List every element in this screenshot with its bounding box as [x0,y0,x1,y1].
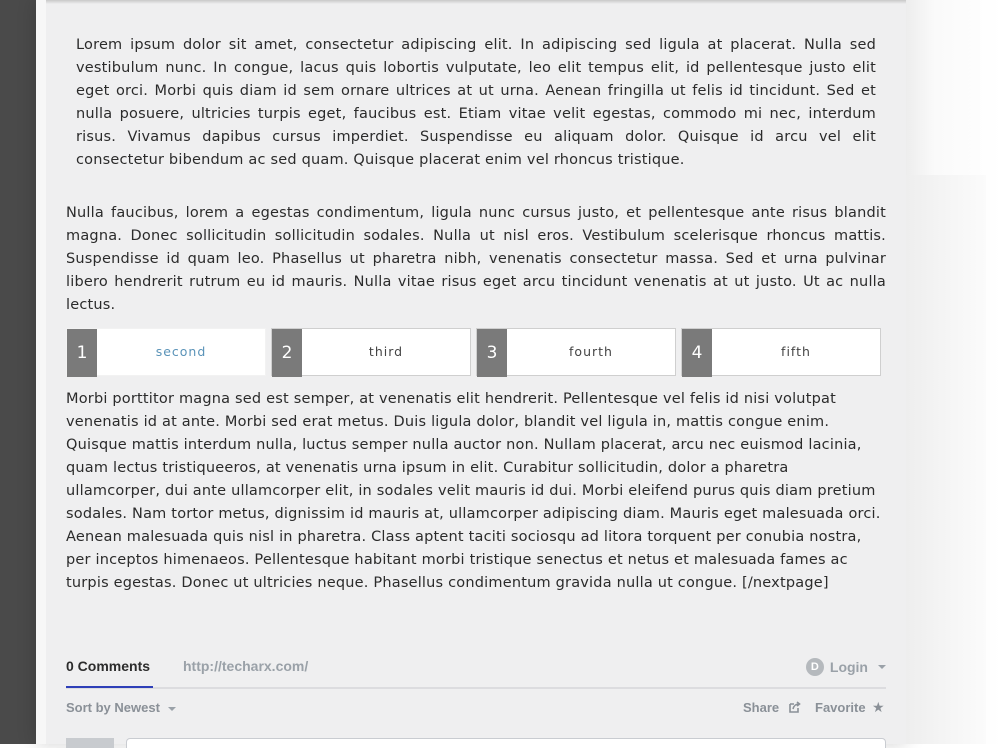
top-shadow-line [46,0,906,4]
page-label: fourth [569,344,613,359]
page-link-third[interactable] [271,328,471,376]
page-link-second[interactable] [66,328,266,376]
favorite-button[interactable]: Favorite [815,700,866,715]
tab-site-link[interactable]: http://techarx.com/ [183,658,309,674]
article-paragraph-2: Nulla faucibus, lorem a egestas condimentum, ligula nunc cursus justo, et pellentesque ante risus blandit magna. Donec sollicitudin sollicitudin sodales. Nulla ut nisl eros. Vestibulum scelerisque rhoncus mattis. Suspendisse id quam leo. Phasellus ut pharetra nibh, venenatis consectetur massa. Sed et urna pulvinar libero hendrerit rutrum eu id mauris. Nulla vitae risus eget arcu tincidunt venenatis at ut justo. Ut ac nulla lectus. [66,205,886,313]
share-icon[interactable] [788,700,802,714]
page-number: 3 [477,329,507,377]
page-number: 1 [67,329,97,377]
login-label: Login [829,659,868,675]
page-label: second [155,344,207,359]
login-button[interactable] [806,658,886,676]
post-pagination [66,328,884,376]
page-link-fifth[interactable] [681,328,881,376]
disqus-logo-icon: D [806,658,824,676]
page-link-fourth[interactable] [476,328,676,376]
chevron-down-icon [168,707,176,711]
sort-dropdown[interactable] [66,700,176,715]
comment-input[interactable] [126,738,886,748]
comments-section [66,650,886,744]
active-tab-underline [66,686,153,688]
tab-comments[interactable]: 0 Comments [66,658,151,674]
page-label: fifth [781,344,811,359]
chevron-down-icon [878,665,886,669]
comments-divider [66,687,886,689]
avatar [66,738,114,748]
right-shadow-panel [906,175,986,744]
share-button[interactable]: Share [743,700,780,715]
sort-label: Sort by Newest [66,700,160,715]
article-paragraph-1: Lorem ipsum dolor sit amet, consectetur adipiscing elit. In adipiscing sed ligula at placerat. Nulla sed vestibulum nunc. In congue, lacus quis lobortis vulputate, leo elit tempus elit, id pellentesque justo elit eget orci. Morbi quis diam id sem ornare ultrices at ut urna. Aenean fringilla ut felis id tincidunt. Sed et nulla posuere, ultricies turpis eget, faucibus est. Etiam vitae velit egestas, commodo mi nec, interdum risus. Vivamus dapibus cursus imperdiet. Suspendisse eu aliquam dolor. Quisque id arcu vel elit consectetur bibendum ac sed quam. Quisque placerat enim vel rhoncus tristique. [76,37,876,168]
page-number: 4 [682,329,712,377]
star-icon[interactable]: ★ [872,699,885,715]
page-label: third [368,344,404,359]
left-dark-gutter [0,0,36,744]
page-number: 2 [272,329,302,377]
article-paragraph-3: Morbi porttitor magna sed est semper, at venenatis elit hendrerit. Pellentesque vel felis id nisi volutpat venenatis id at ante. Morbi sed erat metus. Duis ligula dolor, blandit vel ligula in, mattis congue enim. Quisque mattis interdum nulla, luctus semper nulla auctor non. Nullam placerat, arcu nec euismod lacinia, quam lectus tristiqueeros, at venenatis urna ipsum in elit. Curabitur sollicitudin, dolor a pharetra ullamcorper, dui ante ullamcorper elit, in sodales velit mauris id dui. Morbi eleifend purus quis diam pretium sodales. Nam tortor metus, dignissim id mauris at, ullamcorper adipiscing diam. Mauris eget malesuada orci. Aenean malesuada quis nisl in pharetra. Class aptent taciti sociosqu ad litora torquent per conubia nostra, per inceptos himenaeos. Pellentesque habitant morbi tristique senectus et netus et malesuada fames ac turpis egestas. Donec ut ultricies neque. Phasellus condimentum gravida nulla ut congue. [/nextpage] [66,391,881,591]
